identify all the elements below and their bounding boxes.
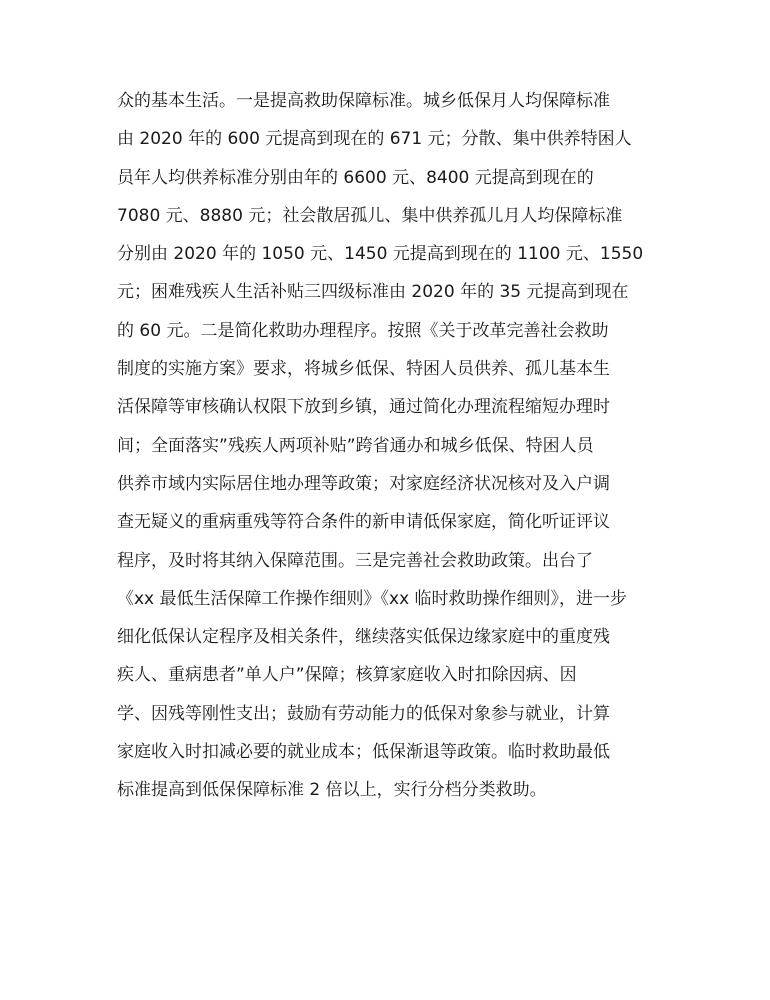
text-line: 供养市域内实际居住地办理等政策；对家庭经济状况核对及入户调: [117, 473, 610, 494]
text-line: 《xx 最低生活保障工作操作细则》《xx 临时救助操作细则》，进一步: [117, 588, 628, 609]
text-line: 查无疑义的重病重残等符合条件的新申请低保家庭，简化听证评议: [117, 512, 610, 533]
text-line: 细化低保认定程序及相关条件，继续落实低保边缘家庭中的重度残: [117, 627, 610, 648]
text-line: 分别由 2020 年的 1050 元、1450 元提高到现在的 1100 元、1550: [117, 244, 644, 265]
text-line: 制度的实施方案》要求，将城乡低保、特困人员供养、孤儿基本生: [117, 359, 610, 380]
text-line: 由 2020 年的 600 元提高到现在的 671 元；分散、集中供养特困人: [117, 129, 632, 150]
text-line: 众的基本生活。一是提高救助保障标准。城乡低保月人均保障标准: [117, 91, 610, 111]
text-line: 疾人、重病患者”单人户”保障；核算家庭收入时扣除因病、因: [117, 665, 577, 686]
text-line: 学、因残等刚性支出；鼓励有劳动能力的低保对象参与就业，计算: [117, 703, 610, 724]
text-line: 活保障等审核确认权限下放到乡镇，通过简化办理流程缩短办理时: [117, 397, 610, 418]
text-line: 员年人均供养标准分别由年的 6600 元、8400 元提高到现在的: [117, 167, 594, 188]
text-line: 元；困难残疾人生活补贴三四级标准由 2020 年的 35 元提高到现在: [117, 282, 629, 303]
text-line: 7080 元、8880 元；社会散居孤儿、集中供养孤儿月人均保障标准: [117, 205, 623, 226]
text-line: 间；全面落实”残疾人两项补贴”跨省通办和城乡低保、特困人员: [117, 435, 594, 456]
text-line: 标准提高到低保保障标准 2 倍以上，实行分档分类救助。: [117, 780, 547, 801]
text-line: 程序，及时将其纳入保障范围。三是完善社会救助政策。出台了: [117, 550, 593, 571]
text-line: 的 60 元。二是简化救助办理程序。按照《关于改革完善社会救助: [117, 320, 609, 341]
text-line: 家庭收入时扣减必要的就业成本；低保渐退等政策。临时救助最低: [117, 742, 610, 763]
body-paragraph: [117, 82, 662, 810]
